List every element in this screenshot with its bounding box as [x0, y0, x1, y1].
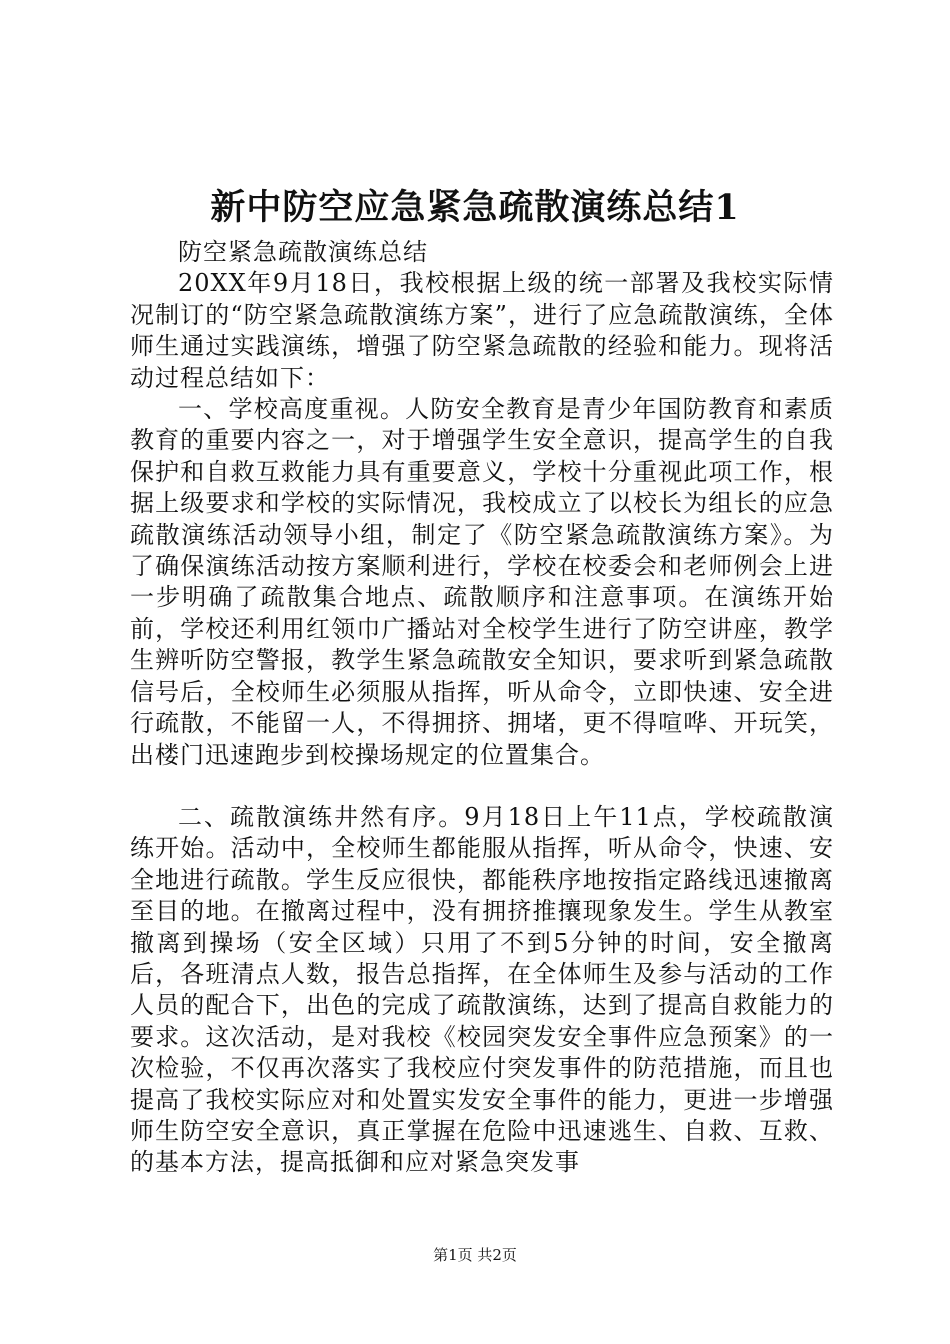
- page-footer: 第1页 共2页: [433, 1246, 517, 1264]
- paragraph-intro: 20XX年9月18日，我校根据上级的统一部署及我校实际情况制订的“防空紧急疏散演练方案”，进行了应急疏散演练，全体师生通过实践演练，增强了防空紧急疏散的经验和能力。现将活动过程总结如下：: [130, 269, 834, 392]
- paragraph-section-2: 二、疏散演练井然有序。9月18日上午11点，学校疏散演练开始。活动中，全校师生都能服从指挥，听从命令，快速、安全地进行疏散。学生反应很快，都能秩序地按指定路线迅速撤离至目的地。在撤离过程中，没有拥挤推攘现象发生。学生从教室撤离到操场（安全区域）只用了不到5分钟的时间，安全撤离后，各班清点人数，报告总指挥，在全体师生及参与活动的工作人员的配合下，出色的完成了疏散演练，达到了提高自救能力的要求。这次活动，是对我校《校园突发安全事件应急预案》的一次检验，不仅再次落实了我校应付突发事件的防范措施，而且也提高了我校实际应对和处置实发安全事件的能力，更进一步增强师生防空安全意识，真正掌握在危险中迅速逃生、自救、互救、的基本方法，提高抵御和应对紧急突发事: [130, 802, 834, 1177]
- paragraph-section-1: 一、学校高度重视。人防安全教育是青少年国防教育和素质教育的重要内容之一，对于增强学生安全意识，提高学生的自我保护和自救互救能力具有重要意义，学校十分重视此项工作，根据上级要求和学校的实际情况，我校成立了以校长为组长的应急疏散演练活动领导小组，制定了《防空紧急疏散演练方案》。为了确保演练活动按方案顺利进行，学校在校委会和老师例会上进一步明确了疏散集合地点、疏散顺序和注意事项。在演练开始前，学校还利用红领巾广播站对全校学生进行了防空讲座，教学生辨听防空警报，教学生紧急疏散安全知识，要求听到紧急疏散信号后，全校师生必须服从指挥，听从命令，立即快速、安全进行疏散，不能留一人，不得拥挤、拥堵，更不得喧哗、开玩笑，出楼门迅速跑步到校操场规定的位置集合。: [130, 395, 834, 769]
- document-body: [130, 237, 834, 1179]
- document-title: 新中防空应急紧急疏散演练总结1: [210, 187, 740, 228]
- paragraph-subtitle: 防空紧急疏散演练总结: [178, 238, 428, 266]
